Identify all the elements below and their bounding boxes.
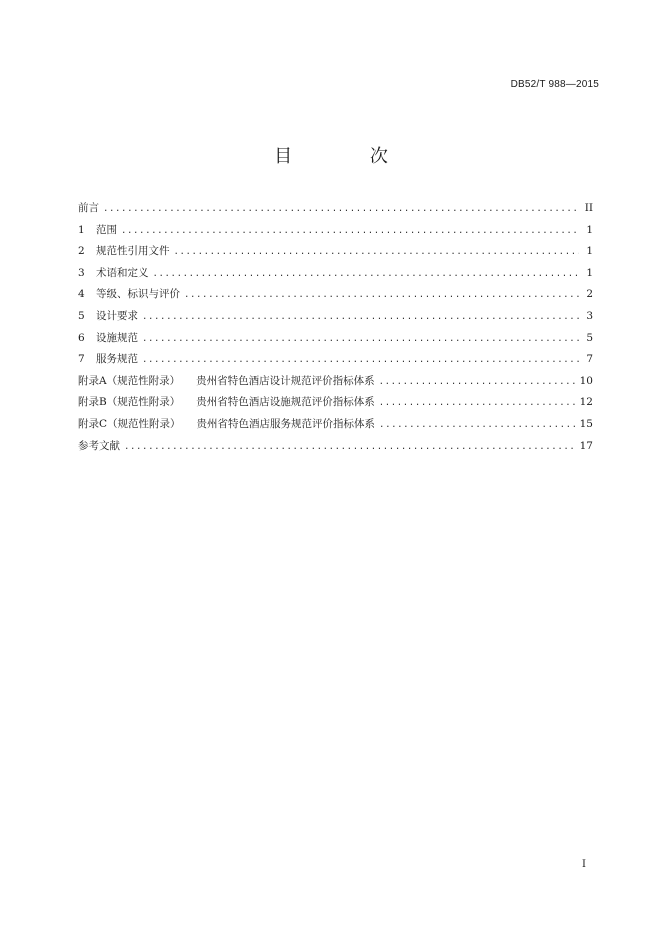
toc-entry-annex-c[interactable] <box>78 414 593 436</box>
toc-entry-title: 范围 <box>96 223 117 236</box>
toc-entry-page: 15 <box>579 417 593 430</box>
toc-entry-number: 2 <box>78 245 85 258</box>
standard-code: DB52/T 988—2015 <box>510 79 599 90</box>
toc-entry-normative-references[interactable] <box>78 241 593 263</box>
dot-leader <box>142 350 579 371</box>
toc-entry-label <box>78 414 375 436</box>
toc-entry-title: 贵州省特色酒店设施规范评价指标体系 <box>196 396 375 409</box>
toc-entry-label <box>78 198 99 220</box>
dot-leader <box>153 264 580 285</box>
toc-entry-bibliography[interactable] <box>78 436 593 458</box>
toc-entry-annex-prefix: 附录B（规范性附录） <box>78 396 181 409</box>
toc-entry-grades-marking[interactable] <box>78 284 593 306</box>
toc-entry-title: 规范性引用文件 <box>96 245 170 258</box>
toc-entry-label <box>78 306 138 328</box>
toc-entry-label <box>78 284 180 306</box>
toc-entry-title: 术语和定义 <box>96 266 149 279</box>
toc-entry-title: 服务规范 <box>96 353 138 366</box>
dot-leader <box>174 242 580 263</box>
dot-leader <box>379 393 576 414</box>
toc-entry-title: 设施规范 <box>96 331 138 344</box>
toc-entry-number: 6 <box>78 331 85 344</box>
toc-entry-page: 12 <box>579 396 593 409</box>
toc-entry-number: 7 <box>78 353 85 366</box>
toc-entry-number: 4 <box>78 288 85 301</box>
toc-entry-number: 5 <box>78 309 85 322</box>
toc-entry-page: 1 <box>586 245 593 258</box>
toc-entry-title: 贵州省特色酒店设计规范评价指标体系 <box>196 374 375 387</box>
toc-entry-number: 1 <box>78 223 85 236</box>
toc-entry-label <box>78 263 149 285</box>
dot-leader <box>379 372 576 393</box>
page-number: I <box>582 859 586 870</box>
toc-entry-page: 2 <box>586 288 593 301</box>
toc-entry-annex-a[interactable] <box>78 371 593 393</box>
toc-entry-scope[interactable] <box>78 220 593 242</box>
dot-leader <box>103 199 579 220</box>
toc-entry-label <box>78 392 375 414</box>
toc-entry-title: 参考文献 <box>78 439 120 452</box>
toc-entry-page: 7 <box>586 353 593 366</box>
toc-entry-annex-b[interactable] <box>78 392 593 414</box>
table-of-contents <box>78 198 593 457</box>
dot-leader <box>142 329 579 350</box>
toc-entry-service-specs[interactable] <box>78 349 593 371</box>
toc-entry-label <box>78 349 138 371</box>
toc-entry-title: 贵州省特色酒店服务规范评价指标体系 <box>196 417 376 430</box>
toc-entry-annex-prefix: 附录C（规范性附录） <box>78 417 181 430</box>
dot-leader <box>124 437 576 458</box>
toc-entry-label <box>78 220 117 242</box>
toc-entry-page: 1 <box>586 223 593 236</box>
toc-entry-title: 设计要求 <box>96 309 138 322</box>
toc-entry-page: 17 <box>579 439 593 452</box>
toc-entry-terms-definitions[interactable] <box>78 263 593 285</box>
toc-entry-title: 前言 <box>78 202 99 214</box>
toc-entry-facility-specs[interactable] <box>78 328 593 350</box>
toc-entry-page: 10 <box>579 374 593 387</box>
toc-entry-label <box>78 436 120 458</box>
toc-entry-page: 3 <box>586 309 593 322</box>
toc-entry-annex-prefix: 附录A（规范性附录） <box>78 374 181 387</box>
dot-leader <box>184 285 579 306</box>
toc-entry-label <box>78 241 170 263</box>
toc-entry-page: 5 <box>586 331 593 344</box>
page-title: 目 次 <box>274 146 424 167</box>
toc-entry-page: II <box>584 202 593 214</box>
toc-entry-page: 1 <box>586 266 593 279</box>
toc-entry-label <box>78 371 375 393</box>
toc-entry-foreword[interactable] <box>78 198 593 220</box>
toc-entry-design-requirements[interactable] <box>78 306 593 328</box>
dot-leader <box>142 307 579 328</box>
dot-leader <box>379 415 576 436</box>
toc-entry-label <box>78 328 138 350</box>
toc-entry-title: 等级、标识与评价 <box>96 288 180 301</box>
dot-leader <box>121 221 579 242</box>
toc-entry-number: 3 <box>78 266 85 279</box>
